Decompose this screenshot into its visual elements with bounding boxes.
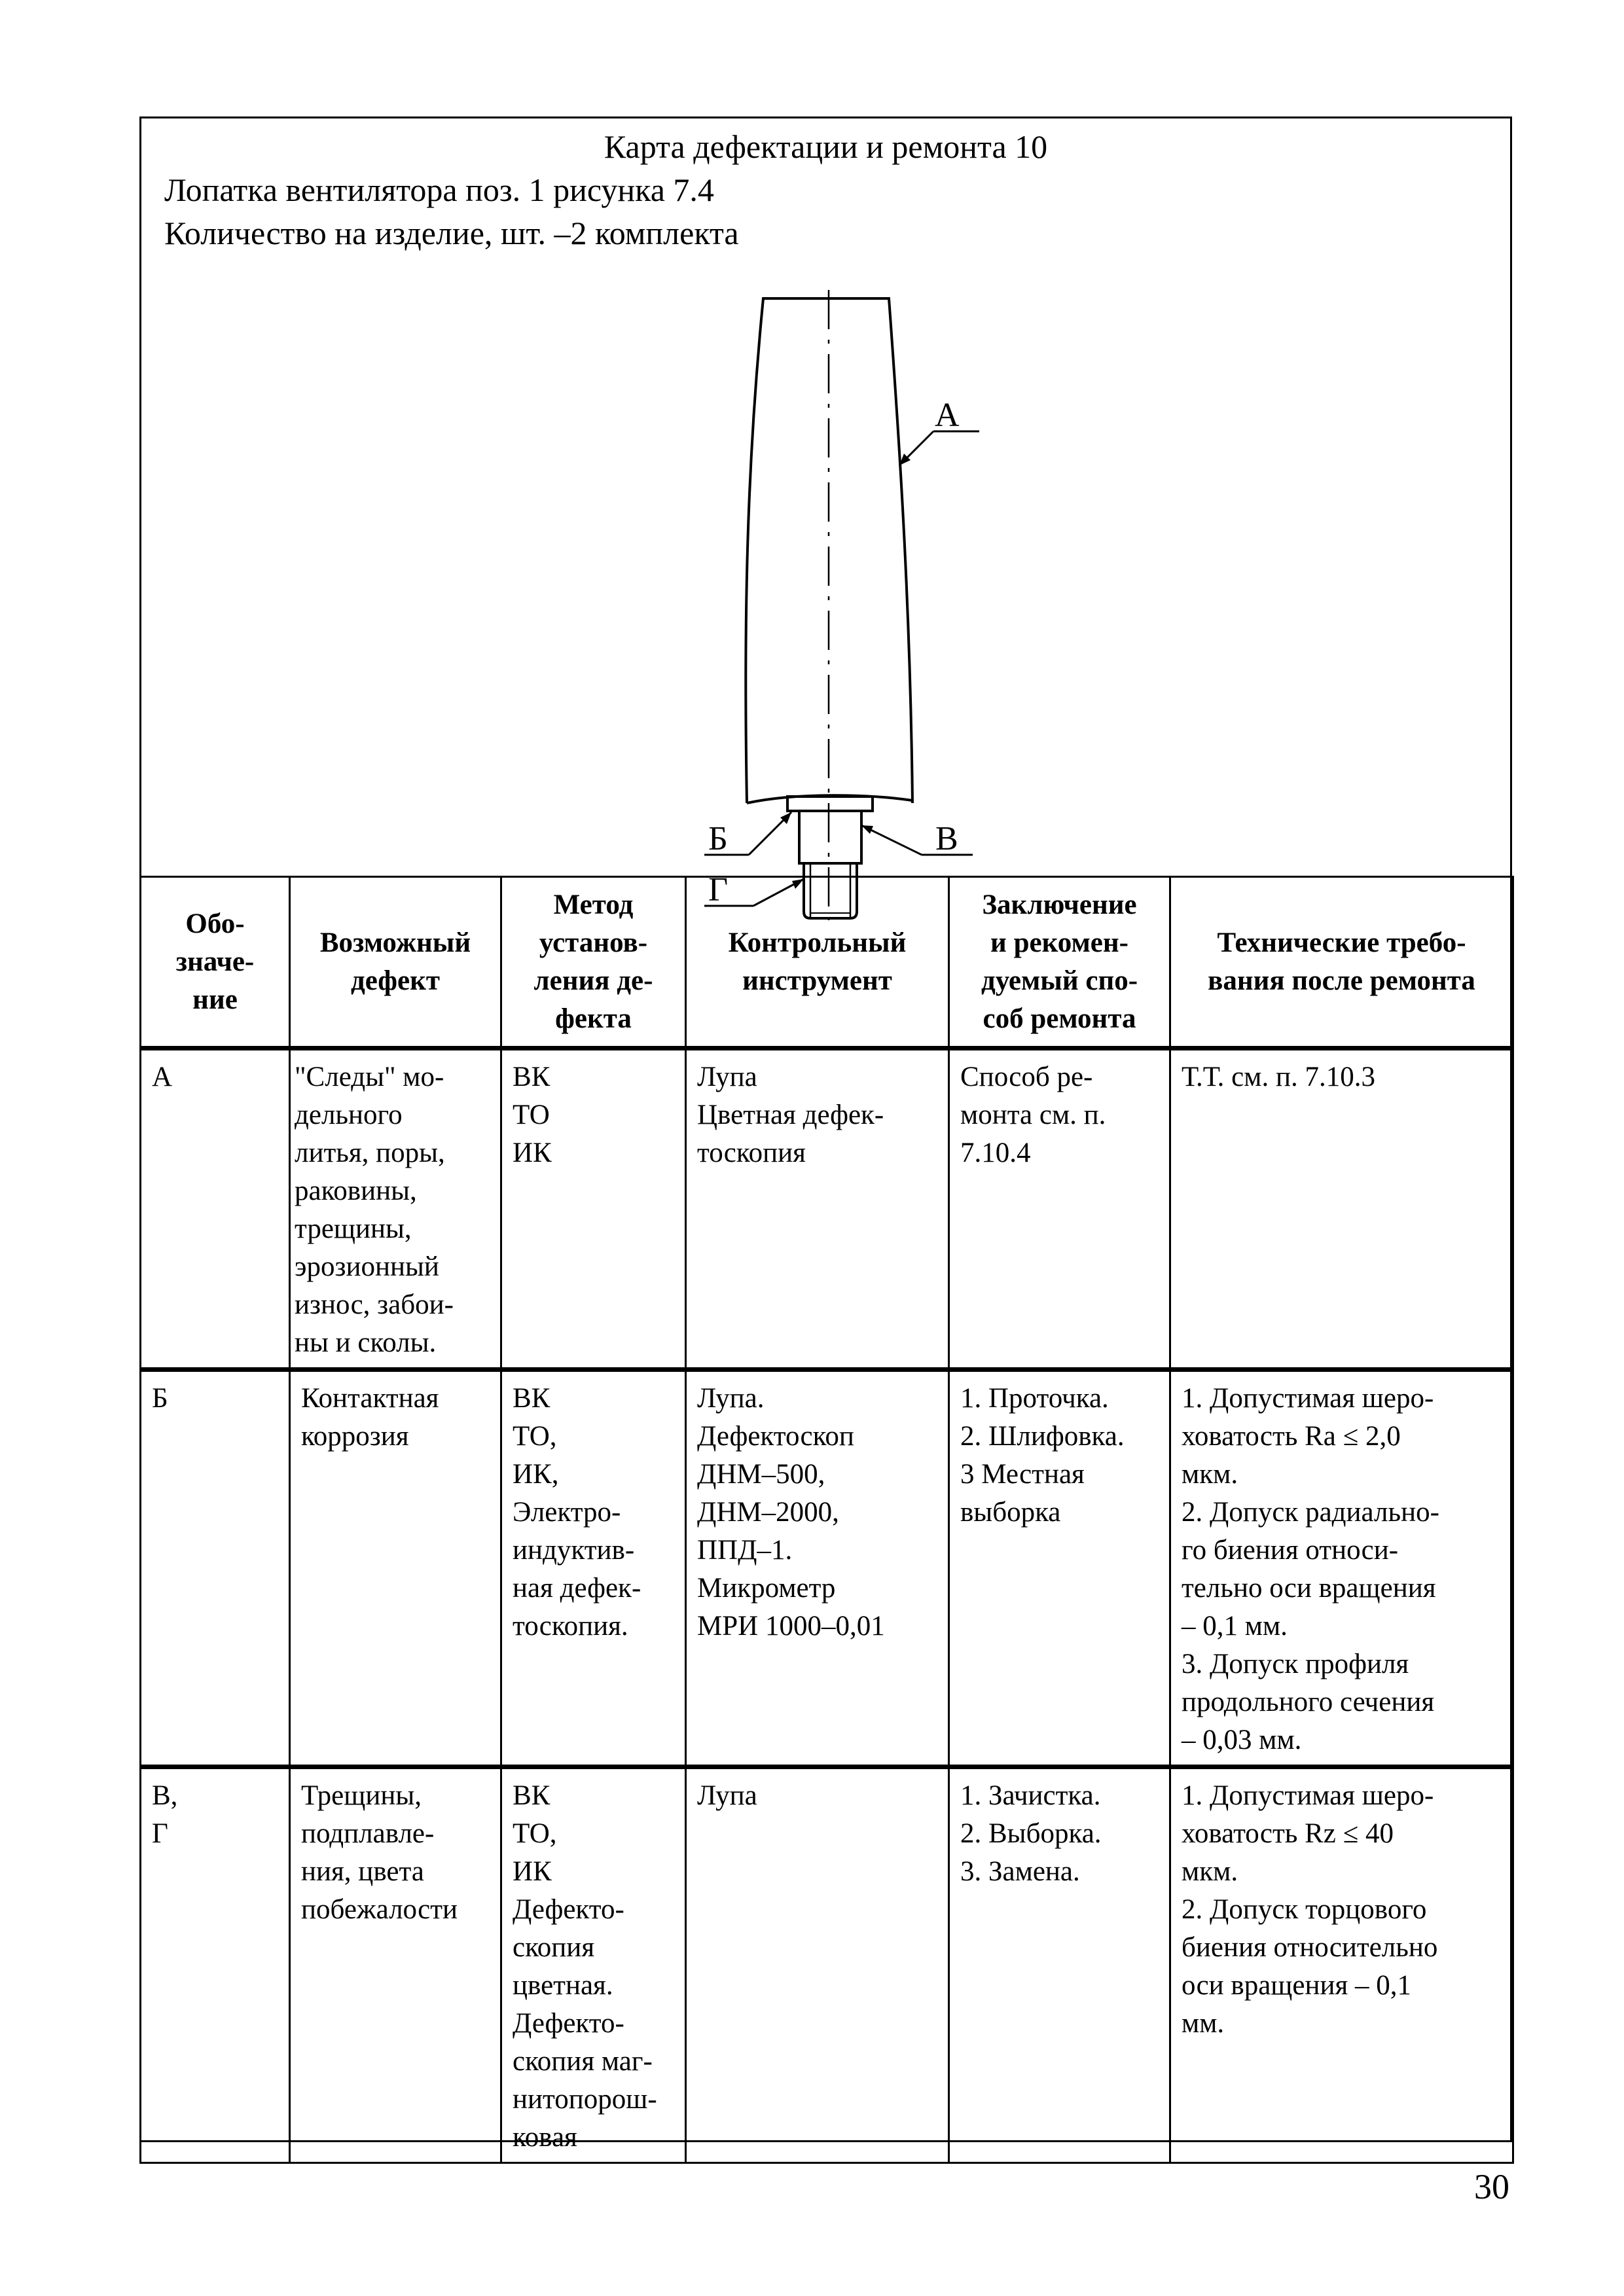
cell-defect: "Следы" мо- дельного литья, поры, раковины, трещины, эрозионный износ, забои- ны и сколы. [290, 1049, 501, 1370]
defect-table [139, 876, 1514, 2164]
cell-designation: Б [141, 1370, 290, 1767]
cell-instrument: Лупа [686, 1767, 949, 2163]
blade-shank [799, 811, 861, 863]
label-b: Б [708, 820, 728, 857]
label-a: А [935, 397, 960, 434]
cell-designation: А [141, 1049, 290, 1370]
defect-card-frame [139, 117, 1512, 2153]
cell-designation: В, Г [141, 1767, 290, 2163]
table-header-row [141, 877, 1513, 1049]
table-row [141, 1049, 1513, 1370]
col-header-instrument: Контрольный инструмент [686, 877, 949, 1049]
card-header [141, 118, 1510, 908]
label-g: Г [708, 871, 729, 908]
blade-platform [787, 797, 873, 811]
page-number: 30 [1474, 2167, 1509, 2206]
cell-conclusion: Способ ре- монта см. п. 7.10.4 [949, 1049, 1170, 1370]
cell-method: ВК ТО ИК [501, 1049, 686, 1370]
cell-defect: Контактная коррозия [290, 1370, 501, 1767]
cell-instrument: Лупа. Дефектоскоп ДНМ–500, ДНМ–2000, ППД–1. Микрометр МРИ 1000–0,01 [686, 1370, 949, 1767]
col-header-defect: Возможный дефект [290, 877, 501, 1049]
card-title: Карта дефектации и ремонта 10 [604, 128, 1048, 165]
cell-requirements: 1. Допустимая шеро- ховатость Ra ≤ 2,0 мкм. 2. Допуск радиально- го биения относи- тельно оси вращения – 0,1 мм. 3. Допуск профиля продольного сечения – 0,03 мм. [1170, 1370, 1513, 1767]
blade-sketch [141, 118, 1510, 908]
col-header-designation: Обо- значе- ние [141, 877, 290, 1049]
cell-conclusion: 1. Зачистка. 2. Выборка. 3. Замена. [949, 1767, 1170, 2163]
col-header-requirements: Технические требо- вания после ремонта [1170, 877, 1513, 1049]
cell-method: ВК ТО, ИК, Электро- индуктив- ная дефек- тоскопия. [501, 1370, 686, 1767]
table-row [141, 1767, 1513, 2163]
cell-method: ВК ТО, ИК Дефекто- скопия цветная. Дефекто- скопия маг- нитопорош- ковая [501, 1767, 686, 2163]
cell-defect: Трещины, подплавле- ния, цвета побежалости [290, 1767, 501, 2163]
col-header-conclusion: Заключение и рекомен- дуемый спо- соб ремонта [949, 877, 1170, 1049]
cell-conclusion: 1. Проточка. 2. Шлифовка. 3 Местная выборка [949, 1370, 1170, 1767]
quantity-line: Количество на изделие, шт. –2 комплекта [164, 215, 739, 251]
label-v: В [935, 820, 958, 857]
col-header-method: Метод установ- ления де- фекта [501, 877, 686, 1049]
cell-requirements: 1. Допустимая шеро- ховатость Rz ≤ 40 мкм. 2. Допуск торцового биения относительно оси вращения – 0,1 мм. [1170, 1767, 1513, 2163]
cell-instrument: Лупа Цветная дефек- тоскопия [686, 1049, 949, 1370]
cell-requirements: Т.Т. см. п. 7.10.3 [1170, 1049, 1513, 1370]
table-row [141, 1370, 1513, 1767]
part-name: Лопатка вентилятора поз. 1 рисунка 7.4 [164, 171, 714, 208]
